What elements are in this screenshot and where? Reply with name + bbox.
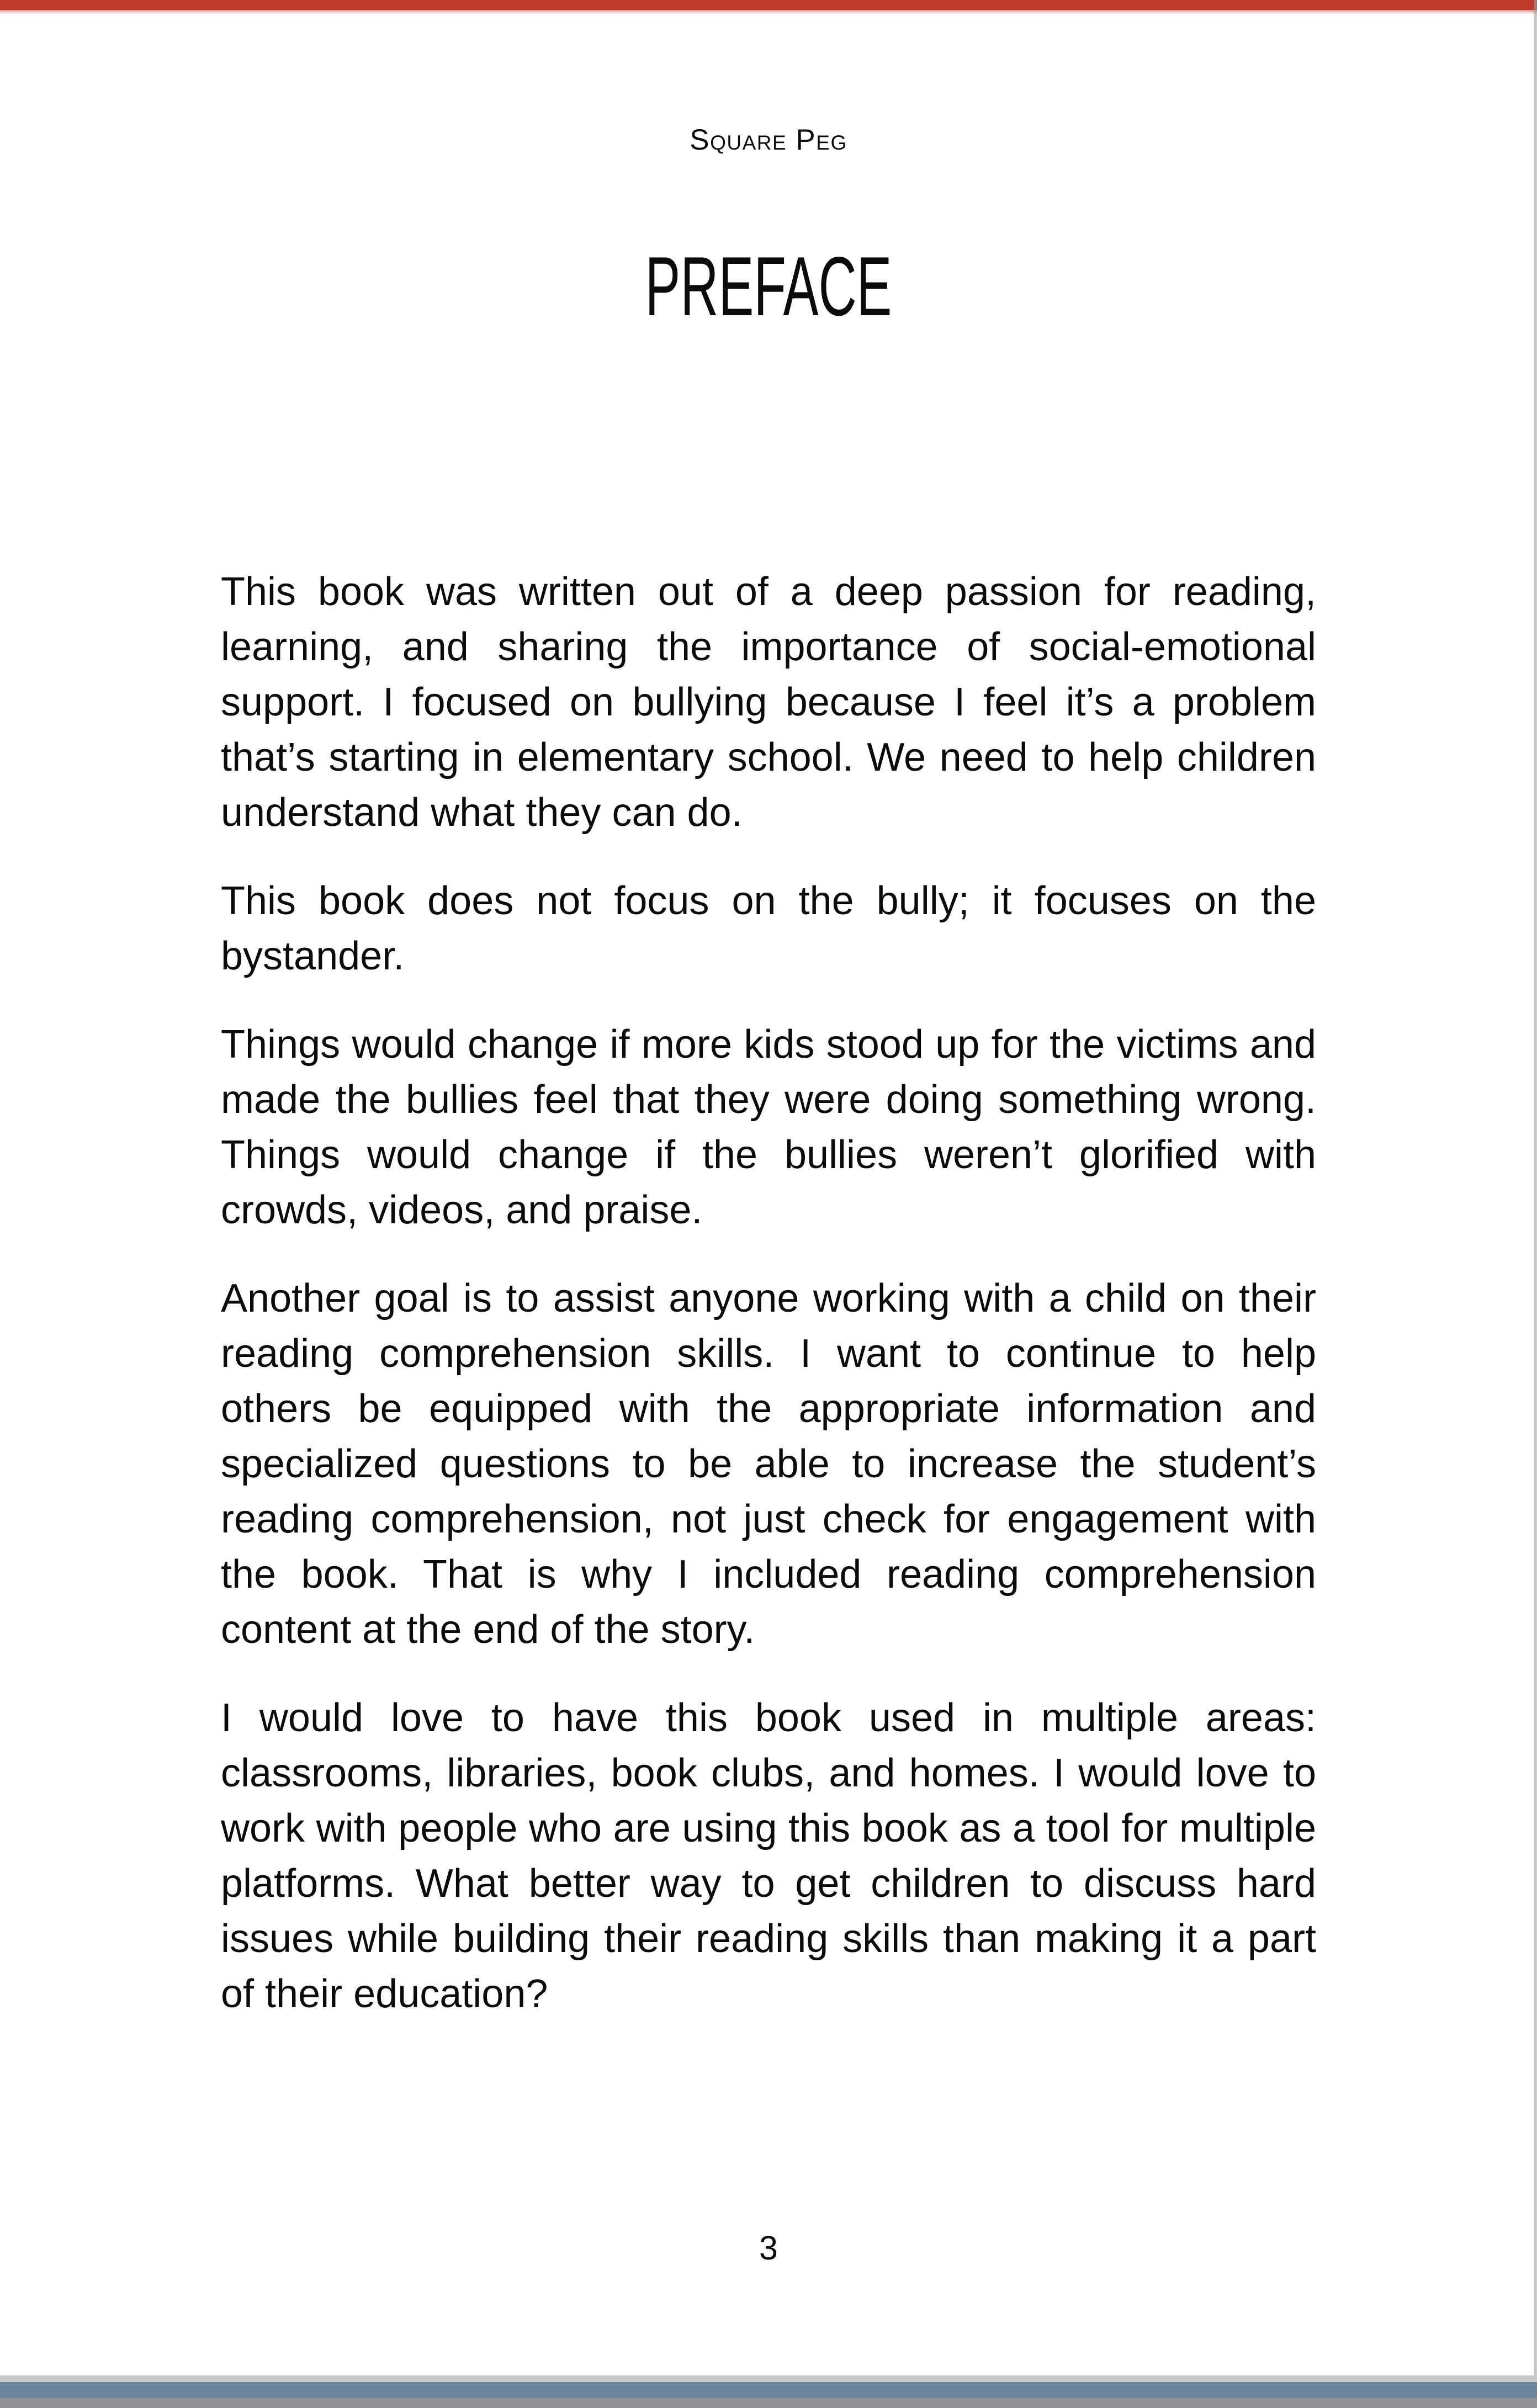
preface-paragraph-1: This book was written out of a deep passion for reading, learning, and sharing the importance of social-emotional support. I focused on bullying because I feel it’s a problem that’s starting in elementary school. We need to help children understand what they can do.: [221, 570, 1316, 835]
preface-body: [221, 564, 1316, 2022]
preface-paragraph-4: Another goal is to assist anyone working with a child on their reading comprehension skills. I want to continue to help others be equipped with the appropriate information and specialized questions to be able to increase the student’s reading comprehension, not just check for engagement with the book. That is why I included reading comprehension content at the end of the story.: [221, 1276, 1316, 1652]
preface-paragraph-2: This book does not focus on the bully; it focuses on the bystander.: [221, 879, 1316, 978]
preface-paragraph-3: Things would change if more kids stood up for the victims and made the bullies feel that they were doing something wrong. Things would change if the bullies weren’t glorified with crowds, videos, and praise.: [221, 1022, 1316, 1232]
top-chrome-bar: [0, 0, 1537, 10]
top-chrome-bar-fade: [0, 10, 1537, 14]
bottom-chrome-gray-bar: [0, 2398, 1537, 2408]
bottom-chrome-light-strip: [0, 2375, 1537, 2382]
preface-paragraph-5: I would love to have this book used in multiple areas: classrooms, libraries, book clubs, and homes. I would love to work with people who are using this book as a tool for multiple platforms. What better way to get children to discuss hard issues while building their reading skills than making it a part of their education?: [221, 1696, 1316, 2016]
right-window-edge: [1534, 0, 1537, 2408]
bottom-chrome-blue-bar: [0, 2382, 1537, 2398]
page-title: PREFACE: [645, 240, 892, 333]
page-number: 3: [759, 2229, 778, 2267]
running-header: Square Peg: [690, 124, 847, 156]
